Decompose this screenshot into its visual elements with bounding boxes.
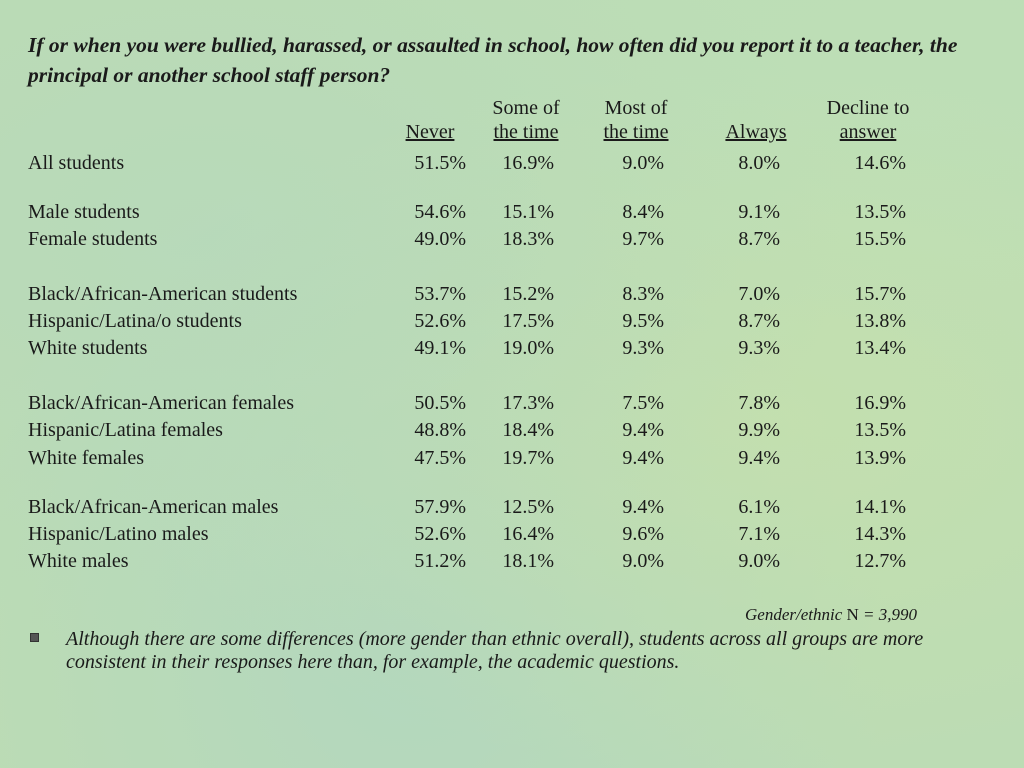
table-cell: 13.8% bbox=[854, 310, 906, 332]
table-cell: 54.6% bbox=[414, 201, 466, 223]
table-cell: 15.5% bbox=[854, 228, 906, 250]
table-cell: 8.7% bbox=[738, 310, 780, 332]
bullet-square-icon bbox=[30, 633, 39, 642]
column-header-never: Never bbox=[405, 121, 455, 143]
table-cell: 9.0% bbox=[622, 152, 664, 174]
table-cell: 16.9% bbox=[854, 392, 906, 414]
table-row bbox=[0, 200, 1024, 224]
table-row bbox=[0, 309, 1024, 333]
table-cell: 19.7% bbox=[502, 447, 554, 469]
slide-title: If or when you were bullied, harassed, or assaulted in school, how often did you report it to a teacher, the principal or another school staff person? bbox=[28, 33, 958, 87]
table-cell: 18.3% bbox=[502, 228, 554, 250]
sample-size-note: Gender/ethnic N = 3,990 bbox=[745, 605, 918, 624]
table-cell: 9.9% bbox=[738, 419, 780, 441]
table-cell: 49.0% bbox=[414, 228, 466, 250]
table-cell: 14.1% bbox=[854, 496, 906, 518]
table-cell: 9.5% bbox=[622, 310, 664, 332]
row-label: Female students bbox=[28, 228, 158, 250]
table-cell: 8.0% bbox=[738, 152, 780, 174]
table-row bbox=[0, 495, 1024, 519]
table-cell: 15.7% bbox=[854, 283, 906, 305]
table-row bbox=[0, 282, 1024, 306]
table-cell: 16.9% bbox=[502, 152, 554, 174]
table-cell: 7.8% bbox=[738, 392, 780, 414]
table-cell: 6.1% bbox=[738, 496, 780, 518]
table-cell: 52.6% bbox=[414, 310, 466, 332]
table-row bbox=[0, 522, 1024, 546]
row-label: White females bbox=[28, 447, 145, 469]
table-cell: 48.8% bbox=[414, 419, 466, 441]
table-cell: 12.5% bbox=[502, 496, 554, 518]
table-cell: 9.4% bbox=[622, 496, 664, 518]
table-cell: 15.2% bbox=[502, 283, 554, 305]
table-cell: 9.7% bbox=[622, 228, 664, 250]
table-row bbox=[0, 391, 1024, 415]
column-header-decline-to-answer: Decline to answer bbox=[826, 97, 910, 143]
table-cell: 7.5% bbox=[622, 392, 664, 414]
table-cell: 16.4% bbox=[502, 523, 554, 545]
table-cell: 8.4% bbox=[622, 201, 664, 223]
table-cell: 9.3% bbox=[622, 337, 664, 359]
table-cell: 18.1% bbox=[502, 550, 554, 572]
row-label: Male students bbox=[28, 201, 140, 223]
table-cell: 9.0% bbox=[738, 550, 780, 572]
row-label: Hispanic/Latino males bbox=[28, 523, 209, 545]
table-cell: 14.3% bbox=[854, 523, 906, 545]
table-cell: 7.0% bbox=[738, 283, 780, 305]
table-cell: 13.5% bbox=[854, 201, 906, 223]
row-label: White students bbox=[28, 337, 148, 359]
table-cell: 17.5% bbox=[502, 310, 554, 332]
table-row bbox=[0, 549, 1024, 573]
table-cell: 9.1% bbox=[738, 201, 780, 223]
table-cell: 13.4% bbox=[854, 337, 906, 359]
row-label: Black/African-American males bbox=[28, 496, 279, 518]
table-cell: 52.6% bbox=[414, 523, 466, 545]
table-cell: 12.7% bbox=[854, 550, 906, 572]
row-label: Black/African-American students bbox=[28, 283, 298, 305]
table-row bbox=[0, 227, 1024, 251]
table-cell: 9.4% bbox=[622, 419, 664, 441]
table-cell: 9.4% bbox=[738, 447, 780, 469]
row-label: White males bbox=[28, 550, 129, 572]
table-cell: 15.1% bbox=[502, 201, 554, 223]
table-row bbox=[0, 336, 1024, 360]
table-cell: 49.1% bbox=[414, 337, 466, 359]
table-cell: 53.7% bbox=[414, 283, 466, 305]
table-cell: 8.7% bbox=[738, 228, 780, 250]
column-header-most-of-the-time: Most of the time bbox=[603, 97, 669, 143]
row-label: Hispanic/Latina/o students bbox=[28, 310, 242, 332]
table-cell: 47.5% bbox=[414, 447, 466, 469]
table-cell: 57.9% bbox=[414, 496, 466, 518]
table-cell: 8.3% bbox=[622, 283, 664, 305]
table-cell: 7.1% bbox=[738, 523, 780, 545]
bullet-text: Although there are some differences (more gender than ethnic overall), students across all groups are more consistent in their responses here than, for example, the academic questions. bbox=[66, 628, 924, 673]
table-cell: 13.5% bbox=[854, 419, 906, 441]
table-cell: 9.4% bbox=[622, 447, 664, 469]
column-header-some-of-the-time: Some of the time bbox=[492, 97, 560, 143]
table-cell: 9.3% bbox=[738, 337, 780, 359]
row-label: Black/African-American females bbox=[28, 392, 294, 414]
table-cell: 51.5% bbox=[414, 152, 466, 174]
table-cell: 9.6% bbox=[622, 523, 664, 545]
table-row bbox=[0, 418, 1024, 442]
column-header-always: Always bbox=[725, 121, 787, 143]
table-cell: 13.9% bbox=[854, 447, 906, 469]
row-label: All students bbox=[28, 152, 125, 174]
row-label: Hispanic/Latina females bbox=[28, 419, 223, 441]
table-row bbox=[0, 446, 1024, 470]
table-cell: 50.5% bbox=[414, 392, 466, 414]
table-cell: 19.0% bbox=[502, 337, 554, 359]
table-cell: 14.6% bbox=[854, 152, 906, 174]
table-row bbox=[0, 151, 1024, 175]
table-cell: 51.2% bbox=[414, 550, 466, 572]
table-cell: 9.0% bbox=[622, 550, 664, 572]
table-cell: 17.3% bbox=[502, 392, 554, 414]
table-cell: 18.4% bbox=[502, 419, 554, 441]
